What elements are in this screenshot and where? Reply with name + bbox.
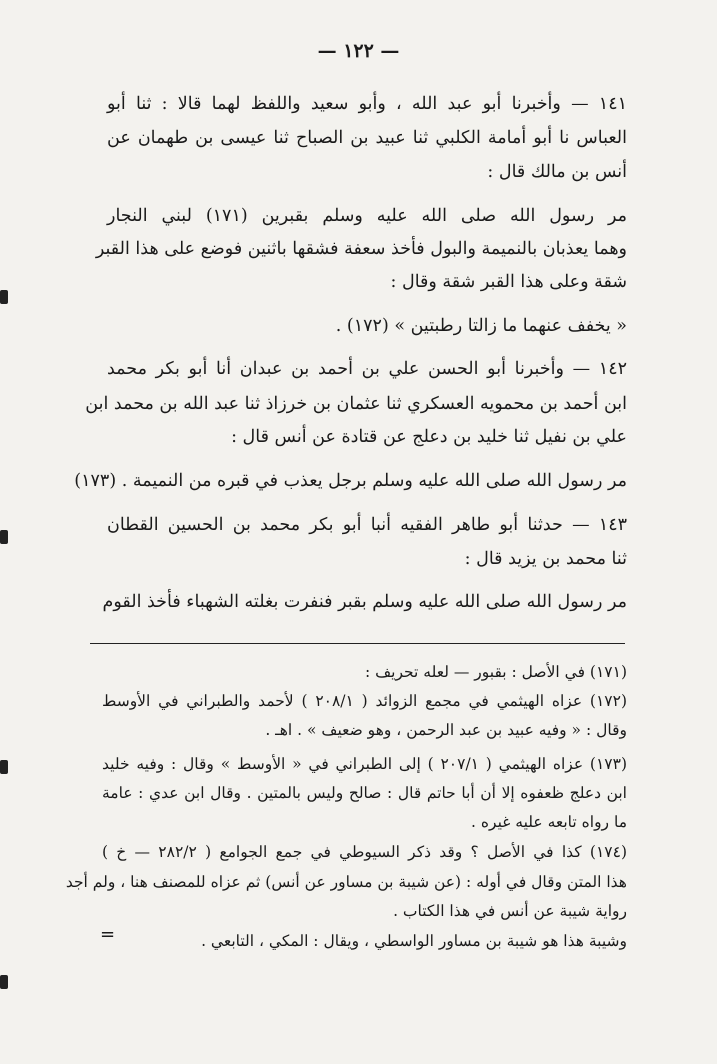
text-line: ثنا محمد بن يزيد قال :	[464, 549, 627, 569]
text-line: ١٤٣ — حدثنا أبو طاهر الفقيه أنبا أبو بكر محمد بن الحسين القطان	[107, 515, 627, 535]
text-line: ١٤١ — وأخبرنا أبو عبد الله ، وأبو سعيد واللفظ لهما قالا : ثنا أبو	[107, 94, 627, 114]
text-line: مر رسول الله صلى الله عليه وسلم بقبر فنفرت بغلته الشهباء فأخذ القوم	[102, 592, 627, 612]
scan-edge-mark	[0, 760, 8, 774]
text-line: علي بن نفيل ثنا خليد بن دعلج عن قتادة عن أنس قال :	[231, 427, 627, 447]
footnote-line: (١٧٢) عزاه الهيثمي في مجمع الزوائد ( ٢٠٨/١ ) لأحمد والطبراني في الأوسط	[102, 692, 628, 710]
footnote-line: وشيبة هذا هو شيبة بن مساور الواسطي ، ويقال : المكي ، التابعي .	[201, 932, 627, 950]
scan-edge-mark	[0, 975, 8, 989]
text-line: ١٤٢ — وأخبرنا أبو الحسن علي بن أحمد بن عبدان أنا أبو بكر محمد	[107, 359, 627, 379]
footnote-line: (١٧١) في الأصل : بقبور — لعله تحريف :	[364, 663, 627, 681]
continuation-mark: =	[100, 924, 116, 945]
footnote-line: وقال : « وفيه عبيد بن عبد الرحمن ، وهو ضعيف » . اهـ .	[265, 721, 627, 739]
footnote-line: (١٧٣) عزاه الهيثمي ( ٢٠٧/١ ) إلى الطبراني في « الأوسط » وقال : وفيه خليد	[102, 755, 627, 773]
page-number: — ١٢٢ —	[317, 40, 400, 62]
text-line: وهما يعذبان بالنميمة والبول فأخذ سعفة فشقها باثنين فوضع على هذا القبر	[95, 239, 627, 259]
footnote-line: هذا المتن وقال في أوله : (عن شيبة بن مساور عن أنس) ثم عزاه للمصنف هنا ، ولم أجد	[65, 873, 627, 891]
scan-edge-mark	[0, 530, 8, 544]
text-line: أنس بن مالك قال :	[487, 162, 627, 182]
text-line: ابن أحمد بن محمويه العسكري ثنا عثمان بن خرزاذ ثنا عبد الله بن محمد ابن	[85, 394, 627, 414]
footnote-line: ما رواه تابعه عليه غيره .	[471, 813, 627, 831]
text-line: « يخفف عنهما ما زالتا رطبتين » (١٧٢) .	[335, 316, 627, 336]
footnote-line: (١٧٤) كذا في الأصل ؟ وقد ذكر السيوطي في جمع الجوامع ( ٢٨٢/٢ — خ )	[102, 843, 627, 861]
footnote-line: ابن دعلج ظعفوه إلا أن أبا حاتم قال : صالح وليس بالمتين . وقال ابن عدي : عامة	[102, 784, 627, 802]
text-line: شقة وعلى هذا القبر شقة وقال :	[390, 272, 627, 292]
text-line: مر رسول الله صلى الله عليه وسلم بقبرين (١٧١) لبني النجار	[107, 206, 627, 226]
scan-edge-mark	[0, 290, 8, 304]
footnote-line: رواية شيبة عن أنس في هذا الكتاب .	[393, 902, 627, 920]
text-line: العباس نا أبو أمامة الكلبي ثنا عبيد بن الصباح ثنا عيسى بن طهمان عن	[107, 128, 627, 148]
footnote-separator	[90, 643, 625, 644]
text-line: مر رسول الله صلى الله عليه وسلم برجل يعذب في قبره من النميمة . (١٧٣)	[74, 471, 627, 491]
